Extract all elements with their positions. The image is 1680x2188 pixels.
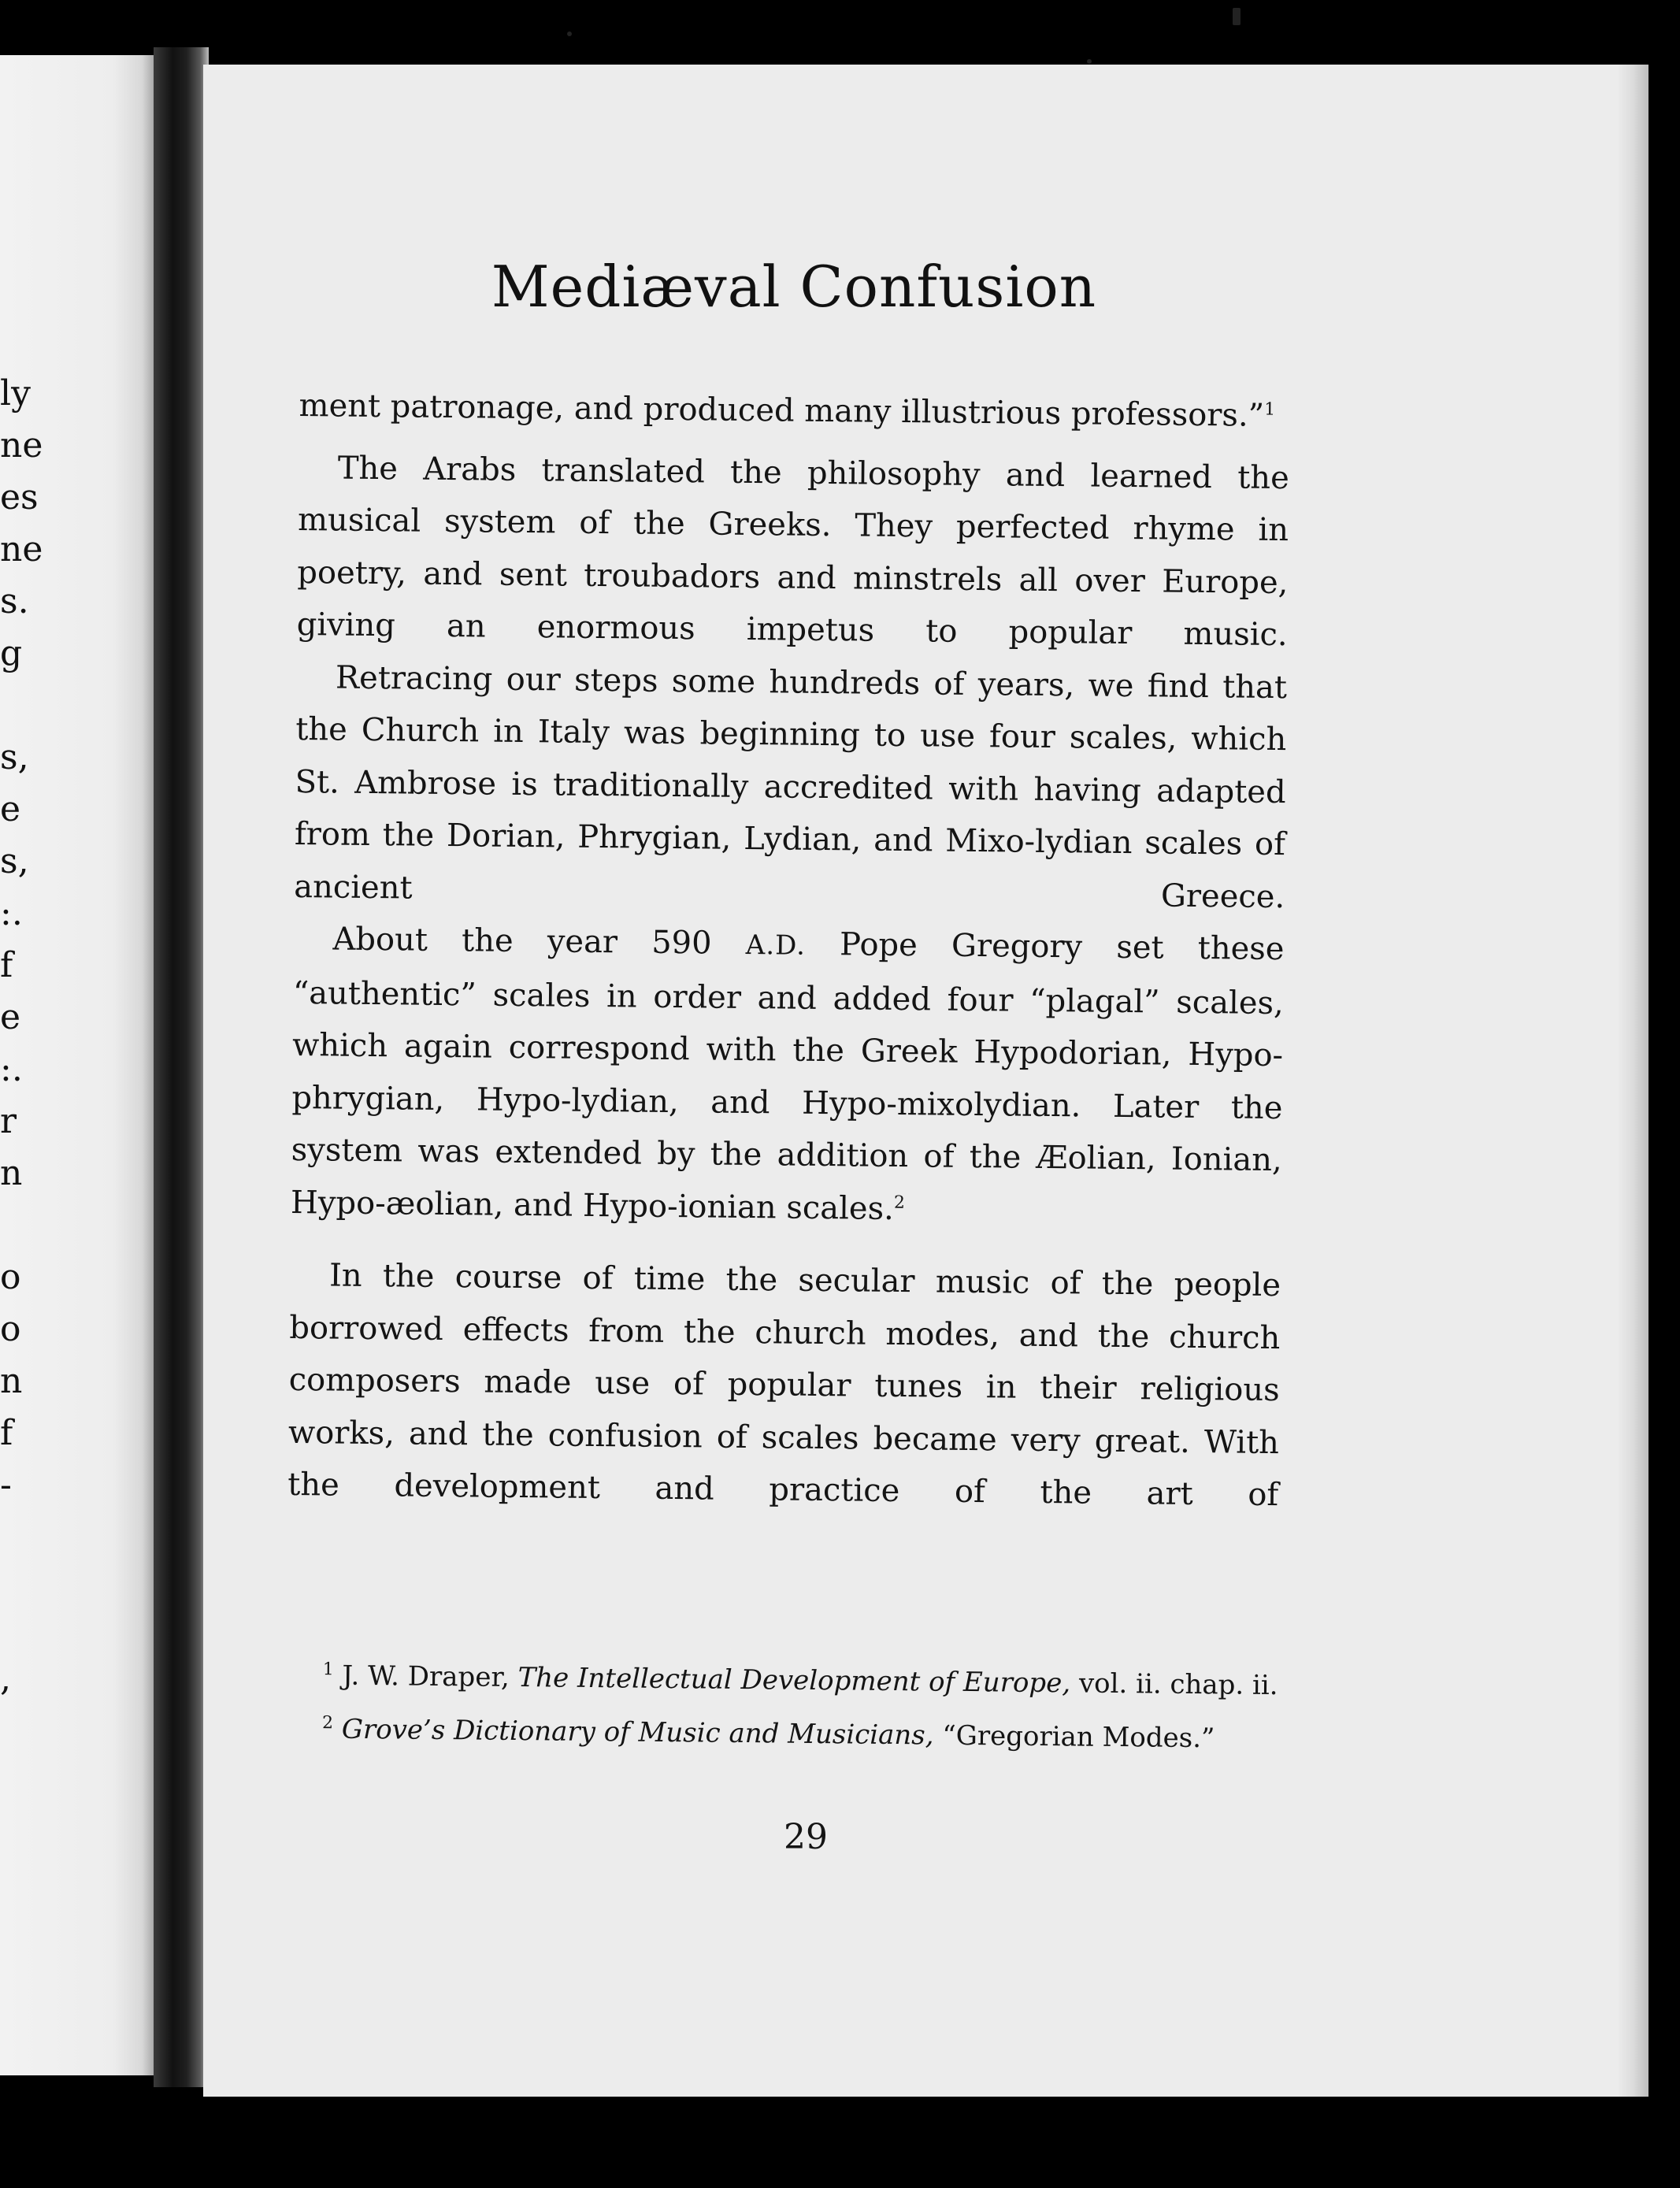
scan-speck — [567, 32, 572, 36]
paragraph-text: Retracing our steps some hundreds of years, we find that the Church in Italy was beginning to use four scales, which St. Ambrose is traditionally accredited with having adapted from the Dorian, Phrygian, Lydian, and Mixo-lydian scales of ancient Greece. — [294, 659, 1288, 915]
left-line-ending: :. — [0, 893, 23, 933]
footnote-detail: vol. ii. chap. ii. — [1078, 1667, 1278, 1702]
paragraph-text: ment patronage, and produced many illustrious professors.” — [299, 387, 1265, 434]
running-head: Mediæval Confusion — [491, 254, 1097, 320]
left-line-ending: s, — [0, 737, 29, 777]
left-line-ending: e — [0, 997, 21, 1037]
footnote-1 — [291, 1656, 1281, 1705]
scan-speck — [1087, 59, 1092, 64]
scan-speck — [1233, 8, 1241, 25]
left-line-ending: - — [0, 1465, 12, 1505]
left-line-ending: f — [0, 945, 13, 985]
left-line-ending: s, — [0, 841, 29, 881]
era-abbreviation: A.D. — [745, 929, 807, 962]
left-line-ending: f — [0, 1413, 13, 1453]
paragraph-3 — [294, 651, 1287, 923]
left-line-ending: ly — [0, 373, 31, 413]
paragraph-text: The Arabs translated the philosophy and learned the musical system of the Greeks. They perfected rhyme in poetry, and sent troubadors and minstrels all over Europe, giving an enormous impetus to popular music. — [296, 450, 1290, 654]
paragraph-text: In the course of time the secular music of the people borrowed effects from the church modes, and the church composers made use of popular tunes in their religious works, and the confusion of scales became very great. With the development and practice of the art of — [287, 1257, 1281, 1514]
left-line-ending: ne — [0, 425, 43, 465]
left-line-ending: n — [0, 1361, 23, 1401]
footnote-mark: 2 — [321, 1713, 334, 1734]
left-line-ending: g — [0, 633, 23, 673]
paragraph-4 — [291, 913, 1285, 1239]
page-number: 29 — [784, 1817, 828, 1857]
page-edge-shadow — [1617, 65, 1648, 2097]
footnote-title: The Intellectual Development of Europe, — [517, 1662, 1071, 1700]
left-line-ending: es — [0, 477, 39, 517]
paragraph-1 — [299, 380, 1290, 443]
left-line-ending: ne — [0, 529, 43, 569]
paragraph-2 — [296, 441, 1289, 661]
footnote-author: J. W. Draper, — [342, 1660, 510, 1693]
paragraph-text: Pope Gregory set these “authentic” scales in order and added four “plagal” scales, which again correspond with the Greek Hypodorian, Hypo-phrygian, Hypo-lydian, and Hypo-mixolydian. Later the system was extended by the addition of the Æolian, Ionian, Hypo-æolian, and Hypo-ionian scales. — [290, 926, 1285, 1227]
left-line-ending: :. — [0, 1049, 23, 1089]
paragraph-5 — [287, 1249, 1281, 1522]
footnotes — [291, 1656, 1282, 1759]
left-line-ending: o — [0, 1309, 21, 1349]
left-line-ending: r — [0, 1101, 17, 1141]
body-text — [287, 380, 1290, 1522]
left-line-ending: o — [0, 1257, 21, 1297]
footnote-mark: 1 — [322, 1660, 334, 1680]
facing-page-fragment — [0, 55, 161, 2075]
footnote-detail: “Gregorian Modes.” — [942, 1719, 1215, 1755]
left-line-ending: n — [0, 1153, 23, 1193]
left-line-ending: e — [0, 789, 21, 829]
book-gutter-shadow — [154, 47, 209, 2087]
footnote-title: Grove’s Dictionary of Music and Musicians, — [341, 1713, 934, 1752]
footnote-ref: 1 — [1264, 399, 1276, 420]
footnote-2 — [291, 1709, 1281, 1759]
footnote-ref: 2 — [893, 1192, 906, 1213]
book-page — [203, 65, 1648, 2097]
left-line-ending: , — [0, 1659, 11, 1699]
left-line-ending: s. — [0, 581, 29, 621]
paragraph-text: About the year 590 — [332, 921, 712, 962]
